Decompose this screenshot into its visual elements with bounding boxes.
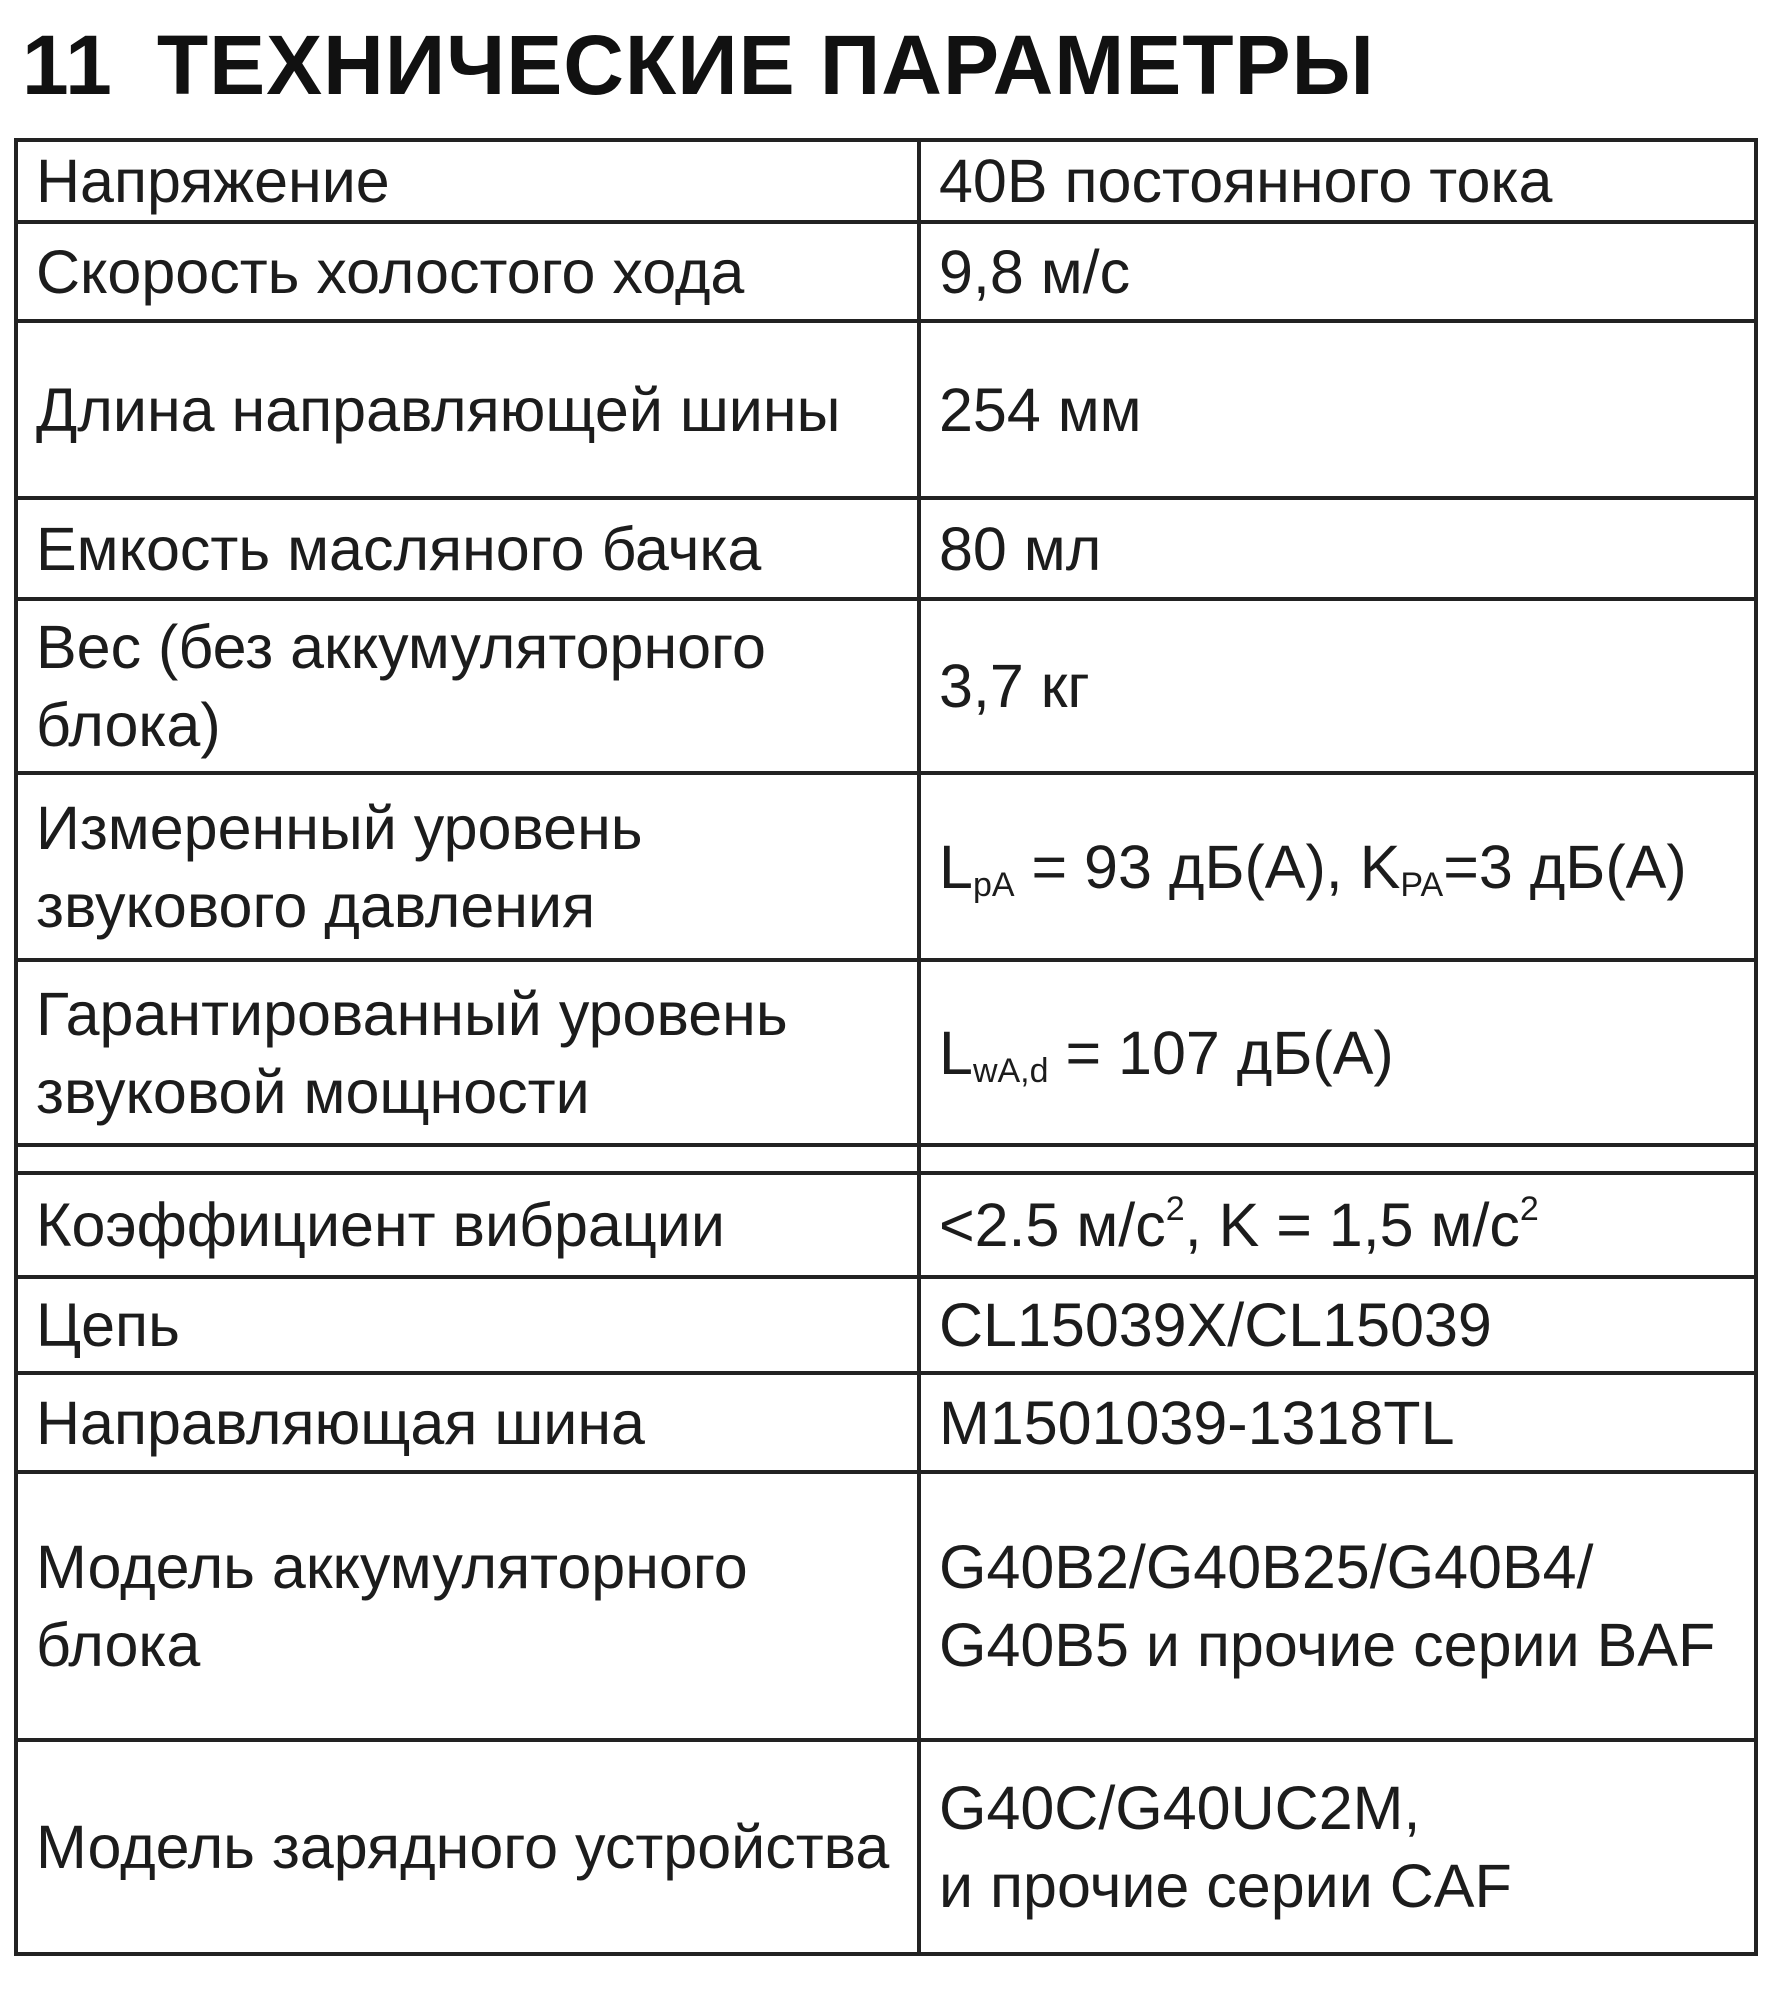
- spec-value: [919, 960, 1756, 1145]
- kpa-subscript: PA: [1400, 865, 1444, 904]
- spec-value: [919, 773, 1756, 960]
- gap-cell: [16, 1145, 919, 1173]
- spec-row-charger-model: [16, 1740, 1756, 1954]
- spec-label: Скорость холостого хода: [16, 222, 919, 321]
- spec-value: [919, 1173, 1756, 1277]
- lwa-subscript: wA,d: [972, 1051, 1049, 1090]
- spec-label: Гарантированный уровень звуковой мощности: [16, 960, 919, 1145]
- spec-value: 80 мл: [919, 498, 1756, 599]
- section-title: ТЕХНИЧЕСКИЕ ПАРАМЕТРЫ: [156, 18, 1375, 112]
- spec-label: Коэффициент вибрации: [16, 1173, 919, 1277]
- spec-row-weight: [16, 599, 1756, 773]
- spec-row-chain: [16, 1277, 1756, 1373]
- vibration-part1: <2.5 м/с: [939, 1191, 1166, 1259]
- vibration-exp1: 2: [1165, 1190, 1185, 1228]
- kpa-text: =3 дБ(A): [1443, 832, 1687, 901]
- spec-row-idle-speed: [16, 222, 1756, 321]
- spec-row-guide-bar: [16, 1373, 1756, 1472]
- spec-value: CL15039X/CL15039: [919, 1277, 1756, 1373]
- spec-value: 3,7 кг: [919, 599, 1756, 773]
- spec-value: 9,8 м/с: [919, 222, 1756, 321]
- spec-label: Вес (без аккумуляторного блока): [16, 599, 919, 773]
- spec-label: Измеренный уровень звукового давления: [16, 773, 919, 960]
- spec-label: Модель аккумуляторного блока: [16, 1472, 919, 1740]
- section-heading: [22, 10, 1375, 120]
- lpa-text: = 93 дБ(A),: [1014, 832, 1360, 901]
- table-gap: [16, 1145, 1756, 1173]
- spec-row-sound-power: [16, 960, 1756, 1145]
- section-number: 11: [22, 18, 113, 112]
- spec-label: Модель зарядного устройства: [16, 1740, 919, 1954]
- spec-value: 40В постоянного тока: [919, 140, 1756, 222]
- lwa-symbol: L: [939, 1018, 973, 1087]
- charger-value-line1: G40C/G40UC2M,: [939, 1774, 1421, 1842]
- spec-value: G40B2/G40B25/G40B4/ G40B5 и прочие серии BAF: [919, 1472, 1756, 1740]
- spec-label: Направляющая шина: [16, 1373, 919, 1472]
- vibration-exp2: 2: [1519, 1190, 1539, 1228]
- spec-label: Цепь: [16, 1277, 919, 1373]
- spec-row-battery-model: [16, 1472, 1756, 1740]
- spec-value: 254 мм: [919, 321, 1756, 498]
- spec-row-vibration: [16, 1173, 1756, 1277]
- spec-row-sound-pressure: [16, 773, 1756, 960]
- gap-cell: [919, 1145, 1756, 1173]
- spec-label: Напряжение: [16, 140, 919, 222]
- lpa-subscript: pA: [972, 865, 1015, 904]
- charger-value-line2: и прочие серии CAF: [939, 1852, 1512, 1920]
- spec-value: M1501039-1318TL: [919, 1373, 1756, 1472]
- spec-row-oil-tank: [16, 498, 1756, 599]
- spec-label: Емкость масляного бачка: [16, 498, 919, 599]
- lwa-text: = 107 дБ(A): [1048, 1018, 1394, 1087]
- lpa-symbol: L: [939, 832, 973, 901]
- vibration-part2: , K = 1,5 м/с: [1184, 1191, 1520, 1259]
- spec-value: [919, 1740, 1756, 1954]
- spec-label: Длина направляющей шины: [16, 321, 919, 498]
- spec-row-voltage: [16, 140, 1756, 222]
- spec-row-bar-length: [16, 321, 1756, 498]
- kpa-symbol: K: [1359, 832, 1401, 901]
- specifications-table: [14, 138, 1758, 1956]
